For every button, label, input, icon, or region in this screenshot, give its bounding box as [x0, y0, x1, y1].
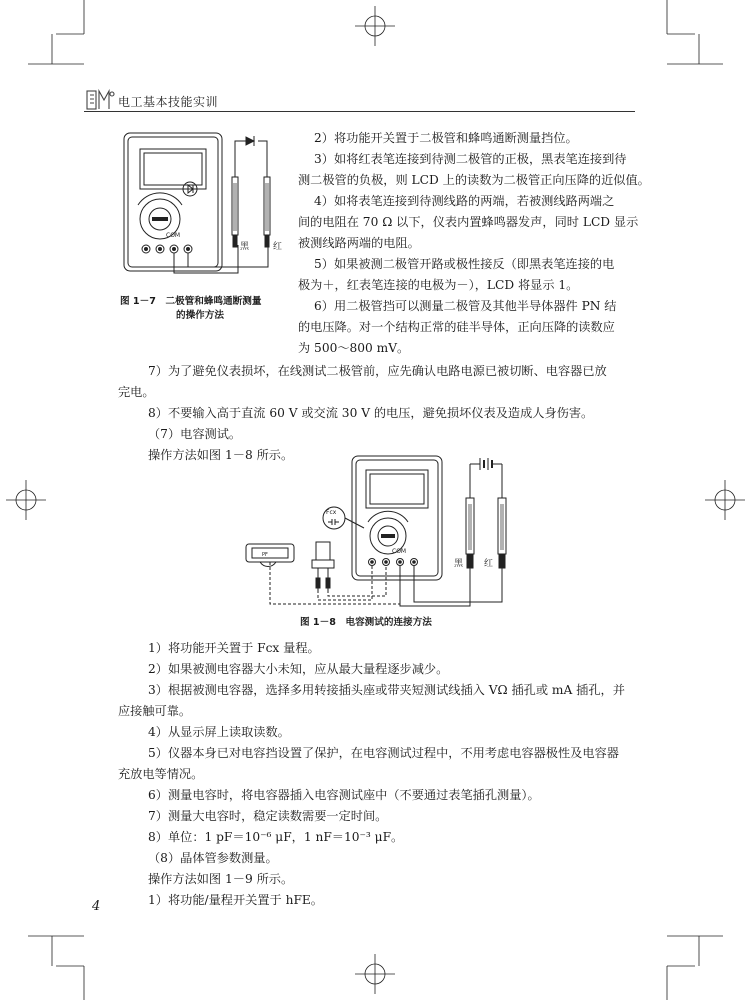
- black-probe-label-2: 黑: [454, 559, 464, 569]
- black-probe-label: 黑: [240, 242, 250, 252]
- mid-line-3: （7）电容测试。: [148, 427, 242, 441]
- bottom-line-3: 应接触可靠。: [118, 704, 192, 718]
- header-logo: [86, 88, 116, 112]
- mid-line-0: 7）为了避免仪表损坏，在线测试二极管前，应先确认电路电源已被切断、电容器已放: [148, 364, 607, 378]
- bottom-line-10: （8）晶体管参数测量。: [148, 851, 278, 865]
- fcx-label: Fcx: [326, 509, 337, 516]
- com-label: COM: [166, 232, 181, 239]
- side-line-7: 极为＋，红表笔连接的电极为－），LCD 将显示 1。: [298, 278, 579, 292]
- side-line-0: 2）将功能开关置于二极管和蜂鸣通断测量挡位。: [314, 131, 578, 145]
- side-line-10: 为 500～800 mV。: [298, 341, 410, 355]
- adapter-label: PF: [262, 552, 268, 558]
- bottom-line-6: 充放电等情况。: [118, 767, 204, 781]
- mid-line-4: 操作方法如图 1－8 所示。: [148, 448, 294, 462]
- bottom-line-5: 5）仪器本身已对电容挡设置了保护，在电容测试过程中，不用考虑电容器极性及电容器: [148, 746, 619, 760]
- side-line-3: 4）如将表笔连接到待测线路的两端，若被测线路两端之: [314, 194, 615, 208]
- side-line-6: 5）如果被测二极管开路或极性接反（即黑表笔连接的电: [314, 257, 615, 271]
- side-line-1: 3）如将红表笔连接到待测二极管的正极，黑表笔连接到待: [314, 152, 627, 166]
- bottom-line-4: 4）从显示屏上读取读数。: [148, 725, 290, 739]
- side-line-9: 的电压降。对一个结构正常的硅半导体，正向压降的读数应: [298, 320, 615, 334]
- bottom-line-12: 1）将功能/量程开关置于 hFE。: [148, 893, 323, 907]
- bottom-line-11: 操作方法如图 1－9 所示。: [148, 872, 294, 886]
- running-header: 电工基本技能实训: [118, 95, 219, 109]
- page-number: 4: [92, 899, 101, 914]
- mid-line-1: 完电。: [118, 385, 155, 399]
- mid-line-2: 8）不要输入高于直流 60 V 或交流 30 V 的电压，避免损坏仪表及造成人身伤害。: [148, 406, 594, 420]
- com-label-2: COM: [392, 548, 407, 555]
- side-line-2: 测二极管的负极，则 LCD 上的读数为二极管正向压降的近似值。: [298, 173, 650, 187]
- figure-1-7: [118, 127, 303, 282]
- side-line-5: 被测线路两端的电阻。: [298, 236, 420, 250]
- bottom-line-2: 3）根据被测电容器，选择多用转接插头座或带夹短测试线插入 VΩ 插孔或 mA 插孔，并: [148, 683, 625, 697]
- bottom-line-8: 7）测量大电容时，稳定读数需要一定时间。: [148, 809, 388, 823]
- header-rule: [84, 111, 635, 112]
- bottom-line-9: 8）单位：1 pF＝10⁻⁶ μF，1 nF＝10⁻³ μF。: [148, 830, 404, 844]
- bottom-line-0: 1）将功能开关置于 Fcx 量程。: [148, 641, 320, 655]
- figure-1-7-caption-line2: 的操作方法: [176, 310, 224, 321]
- figure-1-7-caption-line1: 图 1－7 二极管和蜂鸣通断测量: [120, 296, 262, 307]
- bottom-line-1: 2）如果被测电容器大小未知，应从最大量程逐步减少。: [148, 662, 449, 676]
- red-probe-label: 红: [273, 242, 283, 252]
- bottom-line-7: 6）测量电容时，将电容器插入电容测试座中（不要通过表笔插孔测量）。: [148, 788, 540, 802]
- figure-1-8: [240, 450, 560, 610]
- side-line-4: 间的电阻在 70 Ω 以下，仪表内置蜂鸣器发声，同时 LCD 显示: [298, 215, 639, 229]
- figure-1-8-caption: 图 1－8 电容测试的连接方法: [300, 617, 432, 628]
- side-line-8: 6）用二极管挡可以测量二极管及其他半导体器件 PN 结: [314, 299, 617, 313]
- red-probe-label-2: 红: [484, 559, 494, 569]
